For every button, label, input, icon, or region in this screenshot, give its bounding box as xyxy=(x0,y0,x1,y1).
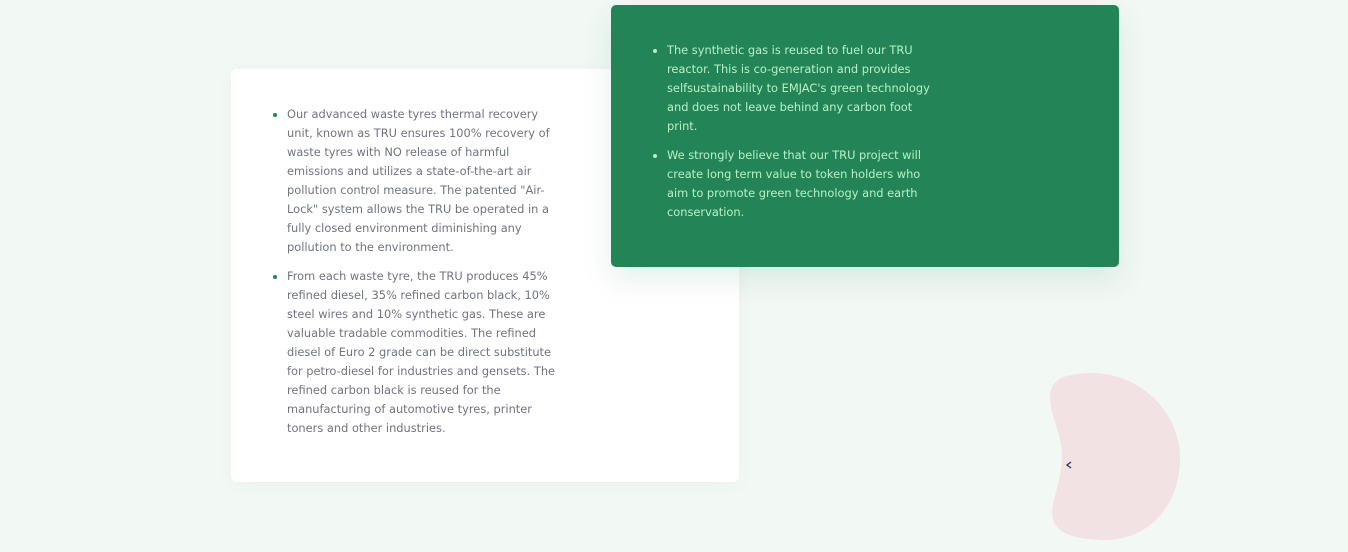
list-item: The synthetic gas is reused to fuel our TRU reactor. This is co-generation and provides selfsustainability to EMJAC's green technology and does not leave behind any carbon foot print. xyxy=(667,41,937,136)
list-item: We strongly believe that our TRU project will create long term value to token holders who aim to promote green technology and earth conservation. xyxy=(667,146,937,222)
list-item: From each waste tyre, the TRU produces 45% refined diesel, 35% refined carbon black, 10% steel wires and 10% synthetic gas. These are valuable tradable commodities. The refined diesel of Euro 2 grade can be direct substitute for petro-diesel for industries and gensets. The refined carbon black is reused for the manufacturing of automotive tyres, printer toners and other industries. xyxy=(287,267,559,438)
decorative-blob xyxy=(1040,370,1185,545)
tru-highlight-list xyxy=(651,41,937,232)
tru-highlight-card xyxy=(611,5,1119,267)
list-item: Our advanced waste tyres thermal recovery unit, known as TRU ensures 100% recovery of waste tyres with NO release of harmful emissions and utilizes a state-of-the-art air pollution control measure. The patented "Air-Lock" system allows the TRU be operated in a fully closed environment diminishing any pollution to the environment. xyxy=(287,105,559,257)
tru-info-list xyxy=(271,105,559,448)
